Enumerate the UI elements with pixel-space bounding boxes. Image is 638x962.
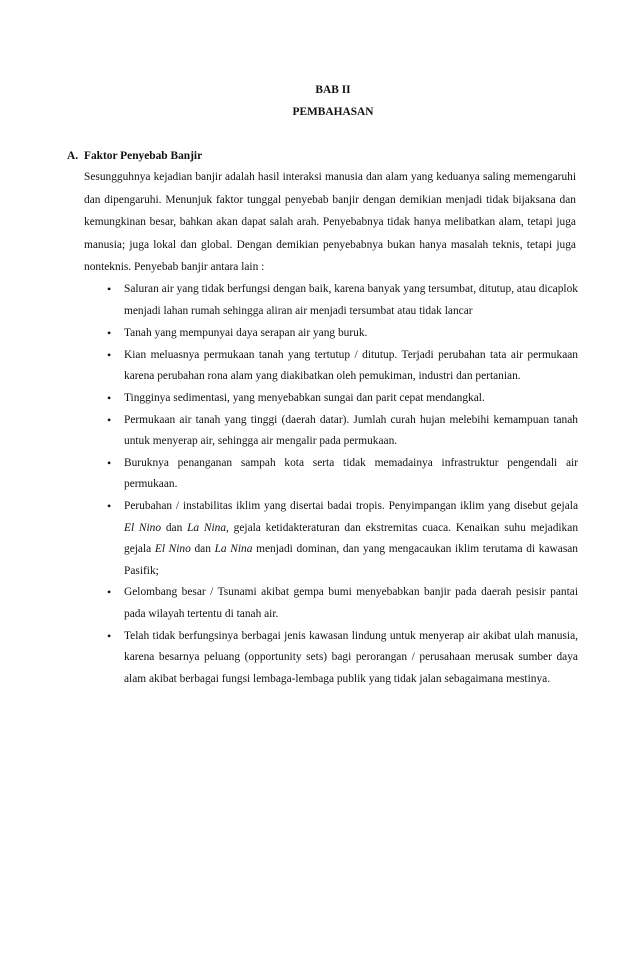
list-item xyxy=(107,453,578,496)
list-item-text: Gelombang besar / Tsunami akibat gempa bumi menyebabkan banjir pada daerah pesisir pantai pada wilayah tertentu di tanah air. xyxy=(124,586,578,620)
list-item-text: Tingginya sedimentasi, yang menyebabkan sungai dan parit cepat mendangkal. xyxy=(124,391,485,404)
chapter-number: BAB II xyxy=(315,84,351,96)
list-item-text: Kian meluasnya permukaan tanah yang tertutup / ditutup. Terjadi perubahan tata air permukaan karena perubahan rona alam yang diakibatkan oleh pemukiman, industri dan pertanian. xyxy=(124,348,578,383)
bullet-icon: • xyxy=(107,412,112,427)
list-item xyxy=(107,345,578,388)
list-item xyxy=(107,626,578,691)
list-item-text: Buruknya penanganan sampah kota serta tidak memadainya infrastruktur pengendali air permukaan. xyxy=(124,456,578,491)
text-run: menjadi dominan, dan yang mengacaukan iklim terutama di kawasan Pasifik; xyxy=(124,543,578,577)
bullet-icon: • xyxy=(107,498,112,513)
list-item-text xyxy=(124,500,578,577)
list-item xyxy=(107,388,578,410)
italic-term: El Nino xyxy=(124,521,162,534)
bullet-icon: • xyxy=(107,585,112,600)
list-item xyxy=(107,279,578,322)
text-run: dan xyxy=(190,543,215,556)
italic-term: La Nina xyxy=(187,521,227,534)
list-item-text: Tanah yang mempunyai daya serapan air yang buruk. xyxy=(124,327,368,340)
text-run: dan xyxy=(161,521,188,534)
list-item xyxy=(107,496,579,582)
italic-term: El Nino xyxy=(154,543,191,556)
bullet-icon: • xyxy=(107,326,112,341)
chapter-title: PEMBAHASAN xyxy=(292,106,374,118)
bullet-icon: • xyxy=(107,282,112,296)
list-item xyxy=(107,582,578,625)
list-item xyxy=(107,323,578,345)
list-item-text: Telah tidak berfungsinya berbagai jenis kawasan lindung untuk menyerap air akibat ulah manusia, karena besarnya peluang (opportunity sets) bagi perorangan / perusahaan merusak sumber daya alam akibat berbagai fungsi lembaga-lembaga publik yang tidak jalan sebagaimana mestinya. xyxy=(124,629,578,685)
list-item-text: Saluran air yang tidak berfungsi dengan baik, karena banyak yang tersumbat, ditutup, atau dicaplok menjadi lahan rumah sehingga aliran air menjadi tersumbat atau tidak lancar xyxy=(124,283,578,317)
bullet-icon: • xyxy=(107,347,112,362)
cause-list xyxy=(107,279,579,690)
bullet-icon: • xyxy=(107,628,112,643)
section-heading xyxy=(67,150,202,162)
bullet-icon: • xyxy=(107,390,112,405)
text-run: Perubahan / instabilitas iklim yang disertai badai tropis. Penyimpangan iklim yang disebut gejala xyxy=(124,499,578,512)
list-item-text: Permukaan air tanah yang tinggi (daerah datar). Jumlah curah hujan melebihi kemampuan tanah untuk menyerap air, sehingga air mengalir pada permukaan. xyxy=(124,413,578,448)
italic-term: La Nina xyxy=(214,543,253,556)
section-letter: A. xyxy=(67,150,79,162)
text-run: , gejala ketidakteraturan dan ekstremitas cuaca. Kenaikan suhu mejadikan gejala xyxy=(124,521,579,556)
intro-paragraph: Sesungguhnya kejadian banjir adalah hasil interaksi manusia dan alam yang keduanya saling memengaruhi dan dipengaruhi. Menunjuk faktor tunggal penyebab banjir dengan demikian menjadi tidak bijaksana dan kemungkinan besar, bahkan akan dapat salah arah. Penyebabnya tidak hanya melibatkan alam, tetapi juga manusia; juga lokal dan global. Dengan demikian penyebabnya bukan hanya masalah teknis, tetapi juga nonteknis. Penyebab banjir antara lain : xyxy=(84,171,576,273)
bullet-icon: • xyxy=(107,455,112,470)
section-title: Faktor Penyebab Banjir xyxy=(84,150,203,162)
list-item xyxy=(107,410,578,453)
